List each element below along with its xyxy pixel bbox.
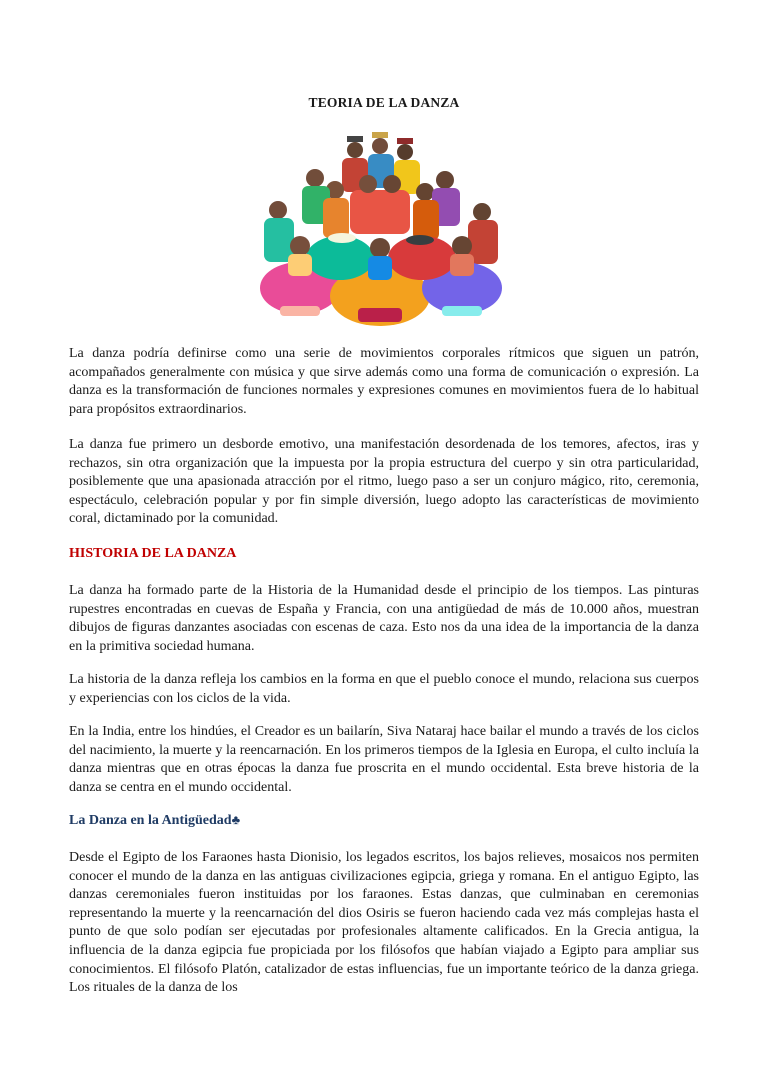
antiquity-heading	[69, 812, 240, 829]
dancers-photo	[230, 128, 530, 338]
document-title: TEORIA DE LA DANZA	[308, 95, 460, 110]
antiquity-paragraph: Desde el Egipto de los Faraones hasta Dionisio, los legados escritos, los bajos relieves, mosaicos nos permiten conocer el mundo de la danza en las antiguas civilizaciones egipcia, griega y romana. En el antiguo Egipto, las danzas ceremoniales fueron instituidas por los faraones. Estas danzas, que culminaban en ceremonias representando la muerte y la reencarnación del dios Osiris se fueron haciendo cada vez más complejas hasta el punto de que solo podían ser ejecutadas por profesionales altamente calificados. En la Grecia antigua, la influencia de la danza egipcia fue propiciada por los filósofos que habían viajado a Egipto para ampliar sus conocimientos. El filósofo Platón, catalizador de estas influencias, fue un importante teórico de la danza griega. Los rituales de la danza de los	[69, 850, 699, 996]
history-paragraph-1: La danza ha formado parte de la Historia de la Humanidad desde el principio de los tiempos. Las pinturas rupestres encontradas en cuevas de España y Francia, con una antigüedad de más de 10.000 años, muestran dibujos de figuras danzantes asociadas con escenas de caza. Esto nos da una idea de la importancia de la danza en la primitiva sociedad humana.	[69, 583, 699, 654]
intro-paragraph-1: La danza podría definirse como una serie de movimientos corporales rítmicos que siguen un patrón, acompañados generalmente con música y que sirve además como una forma de comunicación o expresión. La danza es la transformación de funciones normales y expresiones comunes en movimientos fuera de lo habitual para propósitos extraordinarios.	[69, 346, 699, 417]
history-heading: HISTORIA DE LA DANZA	[69, 546, 237, 561]
intro-paragraph-2: La danza fue primero un desborde emotivo, una manifestación desordenada de los temores, afectos, iras y rechazos, sin otra organización que la impuesta por la propia estructura del cuerpo y sin otra particularidad, posiblemente que una apasionada atracción por el ritmo, luego paso a ser un conjuro mágico, rito, ceremonia, espectáculo, celebración popular y por fin simple diversión, luego adopto las características de movimiento coral, dictaminado por la comunidad.	[69, 437, 699, 527]
club-suit-icon: ♣	[231, 812, 241, 827]
history-paragraph-2: La historia de la danza refleja los cambios en la forma en que el pueblo conoce el mundo, relaciona sus cuerpos y experiencias con los ciclos de la vida.	[69, 672, 699, 706]
history-paragraph-3: En la India, entre los hindúes, el Creador es un bailarín, Siva Nataraj hace bailar el mundo a través de los ciclos del nacimiento, la muerte y la reencarnación. En los primeros tiempos de la Iglesia en Europa, el culto incluía la danza mientras que en otras épocas la danza fue proscrita en el mundo occidental. Esta breve historia de la danza se centra en el mundo occidental.	[69, 724, 699, 795]
antiquity-heading-text: La Danza en la Antigüedad	[69, 813, 232, 828]
